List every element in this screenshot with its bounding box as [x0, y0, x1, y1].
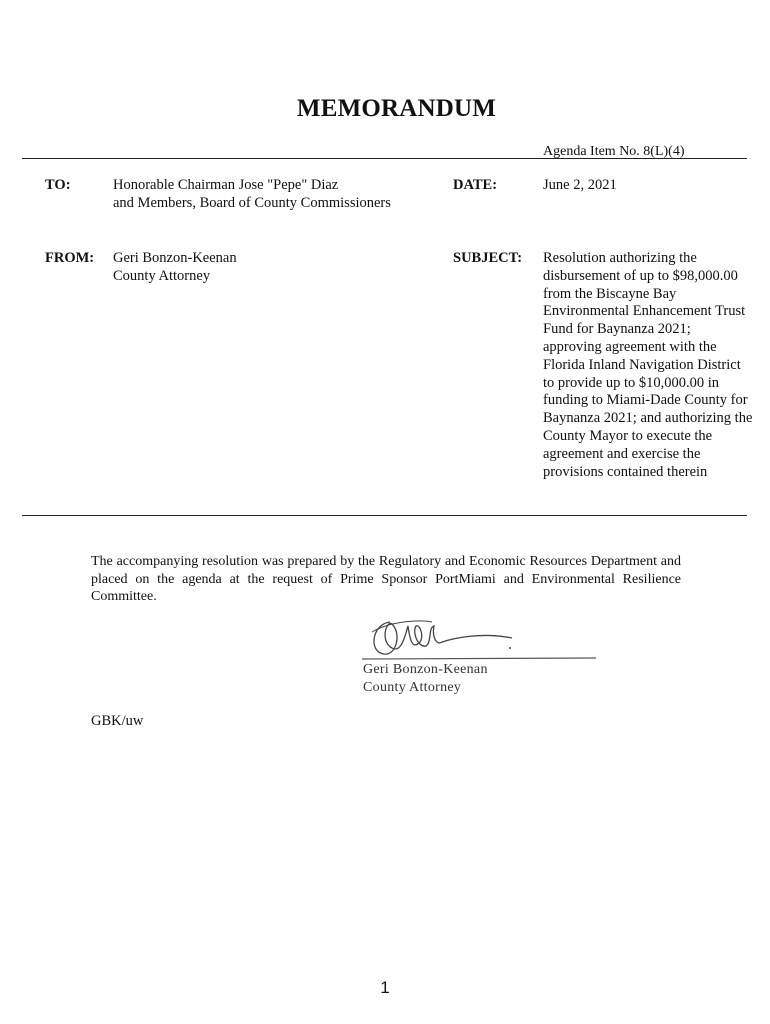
from-sender-line2: County Attorney	[113, 268, 211, 284]
agenda-item-number: Agenda Item No. 8(L)(4)	[543, 144, 685, 159]
body-divider	[22, 515, 747, 516]
from-sender-line1: Geri Bonzon-Keenan	[113, 250, 237, 266]
subject-text: Resolution authorizing the disbursement of up to $98,000.00 from the Biscayne Bay Environmental Enhancement Trust Fund for Baynanza 2021; approving agreement with the Florida Inland Navigation District to provide up to $10,000.00 in funding to Miami-Dade County for Baynanza 2021; and authorizing the County Mayor to execute the agreement and exercise the provisions contained therein	[543, 250, 753, 480]
subject-label: SUBJECT:	[453, 250, 523, 266]
date-value: June 2, 2021	[543, 177, 617, 193]
to-label: TO:	[45, 177, 71, 193]
typist-initials: GBK/uw	[91, 713, 144, 729]
memo-title: MEMORANDUM	[296, 95, 497, 122]
from-label: FROM:	[45, 250, 95, 266]
signature-name: Geri Bonzon-Keenan	[363, 662, 488, 677]
to-recipient-line2: and Members, Board of County Commissioners	[113, 195, 391, 211]
memo-body: The accompanying resolution was prepared by the Regulatory and Economic Resources Department and placed on the agenda at the request of Prime Sponsor PortMiami and Environmental Resilience Committee.	[91, 554, 681, 604]
signature-title: County Attorney	[363, 679, 462, 695]
to-recipient-line1: Honorable Chairman Jose "Pepe" Diaz	[113, 177, 339, 193]
handwritten-signature	[362, 612, 602, 668]
signature-block	[363, 661, 488, 696]
page-number: 1	[380, 978, 390, 997]
header-divider	[22, 158, 747, 159]
date-label: DATE:	[453, 177, 498, 193]
